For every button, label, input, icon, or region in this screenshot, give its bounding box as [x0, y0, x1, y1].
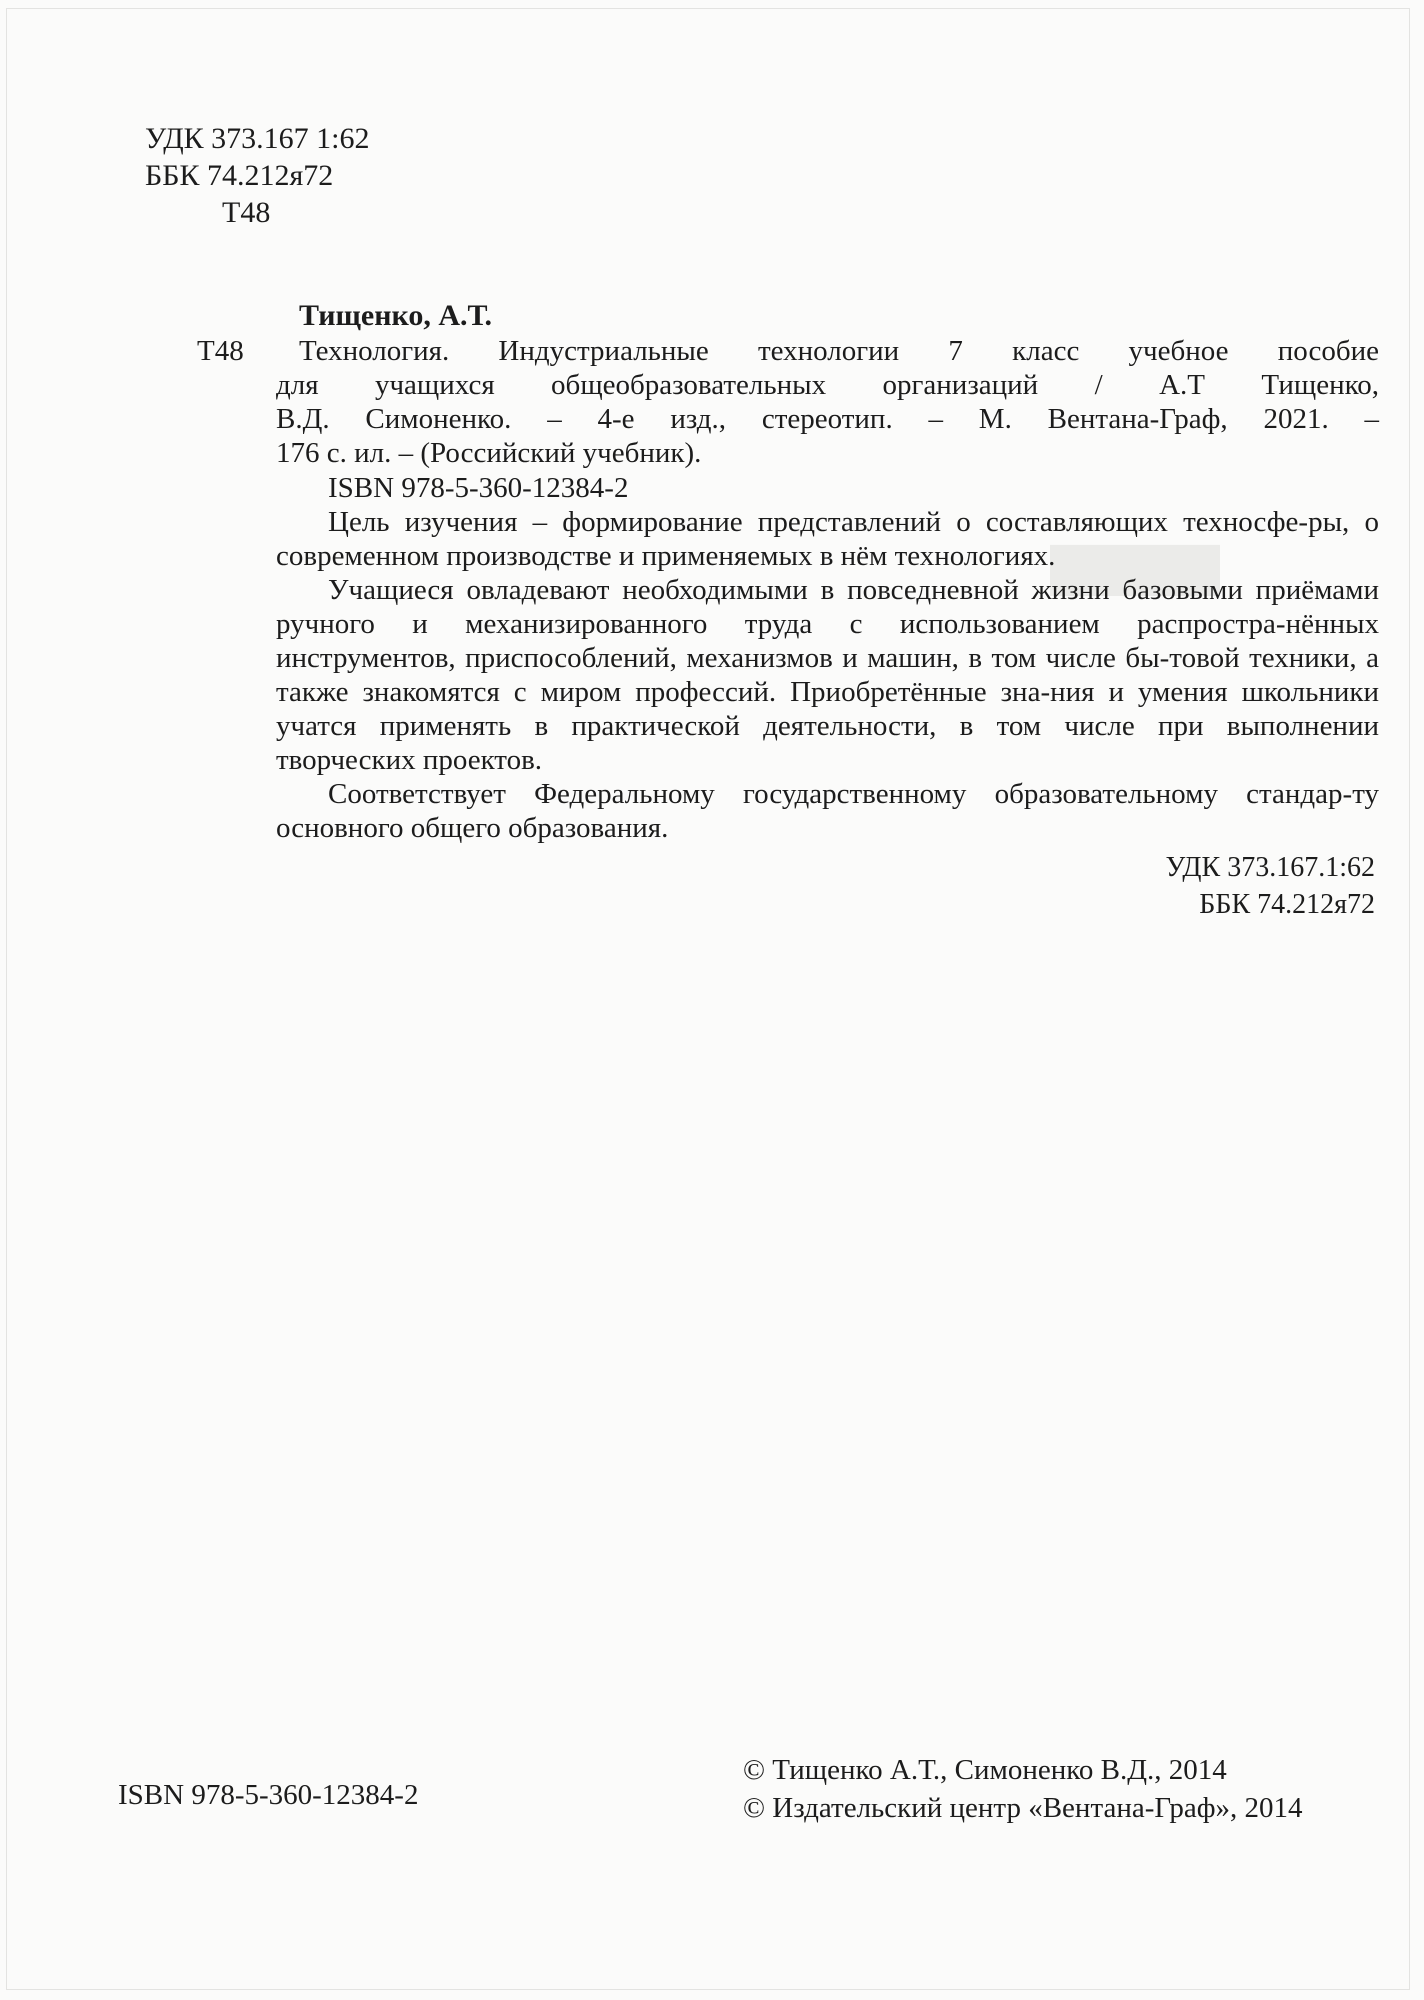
- copyright-block: [743, 1751, 1303, 1827]
- annotation-text-1: Цель изучения – формирование представлений о составляющих техносфе-ры, о современном производстве и применяемых в нём технологиях.: [276, 506, 1379, 572]
- copyright-publisher: © Издательский центр «Вентана-Граф», 2014: [743, 1792, 1303, 1824]
- footer-codes: [1165, 849, 1375, 923]
- annotation-paragraph-1: [276, 505, 1379, 573]
- annotation-text-3: Соответствует Федеральному государственному образовательному стандар-ту основного общего образования.: [276, 778, 1379, 844]
- record-sign: Т48: [197, 335, 244, 367]
- annotation-paragraph-2: [276, 573, 1379, 777]
- footer-udk: УДК 373.167.1:62: [1165, 852, 1375, 883]
- header-udk: УДК 373.167 1:62: [145, 122, 370, 155]
- record-line-2: для учащихся общеобразовательных организаций / А.Т Тищенко,: [276, 369, 1379, 401]
- copyright-authors: © Тищенко А.Т., Симоненко В.Д., 2014: [743, 1754, 1227, 1786]
- header-codes: [145, 120, 370, 231]
- show-through-decoration: ▬: [1050, 443, 1220, 633]
- page-border: [6, 8, 1410, 1990]
- record-isbn: ISBN 978-5-360-12384-2: [328, 472, 629, 504]
- record-author: Тищенко, А.Т.: [299, 299, 493, 332]
- bottom-isbn: ISBN 978-5-360-12384-2: [118, 1779, 419, 1811]
- record-line-3: В.Д. Симоненко. – 4-е изд., стереотип. – М. Вентана-Граф, 2021. –: [276, 403, 1379, 435]
- annotation-paragraph-3: [276, 777, 1379, 845]
- record-line-4: 176 с. ил. – (Российский учебник).: [276, 437, 702, 469]
- record-line-1: Технология. Индустриальные технологии 7 класс учебное пособие: [299, 335, 1379, 367]
- annotation-text-2: Учащиеся овладевают необходимыми в повседневной жизни базовыми приёмами ручного и механизированного труда с использованием распростра-нённых инструментов, приспособлений, механизмов и машин, в том числе бы-товой техники, а также знакомятся с миром профессий. Приобретённые зна-ния и умения школьники учатся применять в практической деятельности, в том числе при выполнении творческих проектов.: [276, 574, 1379, 776]
- header-bbk: ББК 74.212я72: [145, 159, 334, 192]
- header-author-sign: Т48: [222, 196, 271, 229]
- footer-bbk: ББК 74.212я72: [1199, 889, 1375, 920]
